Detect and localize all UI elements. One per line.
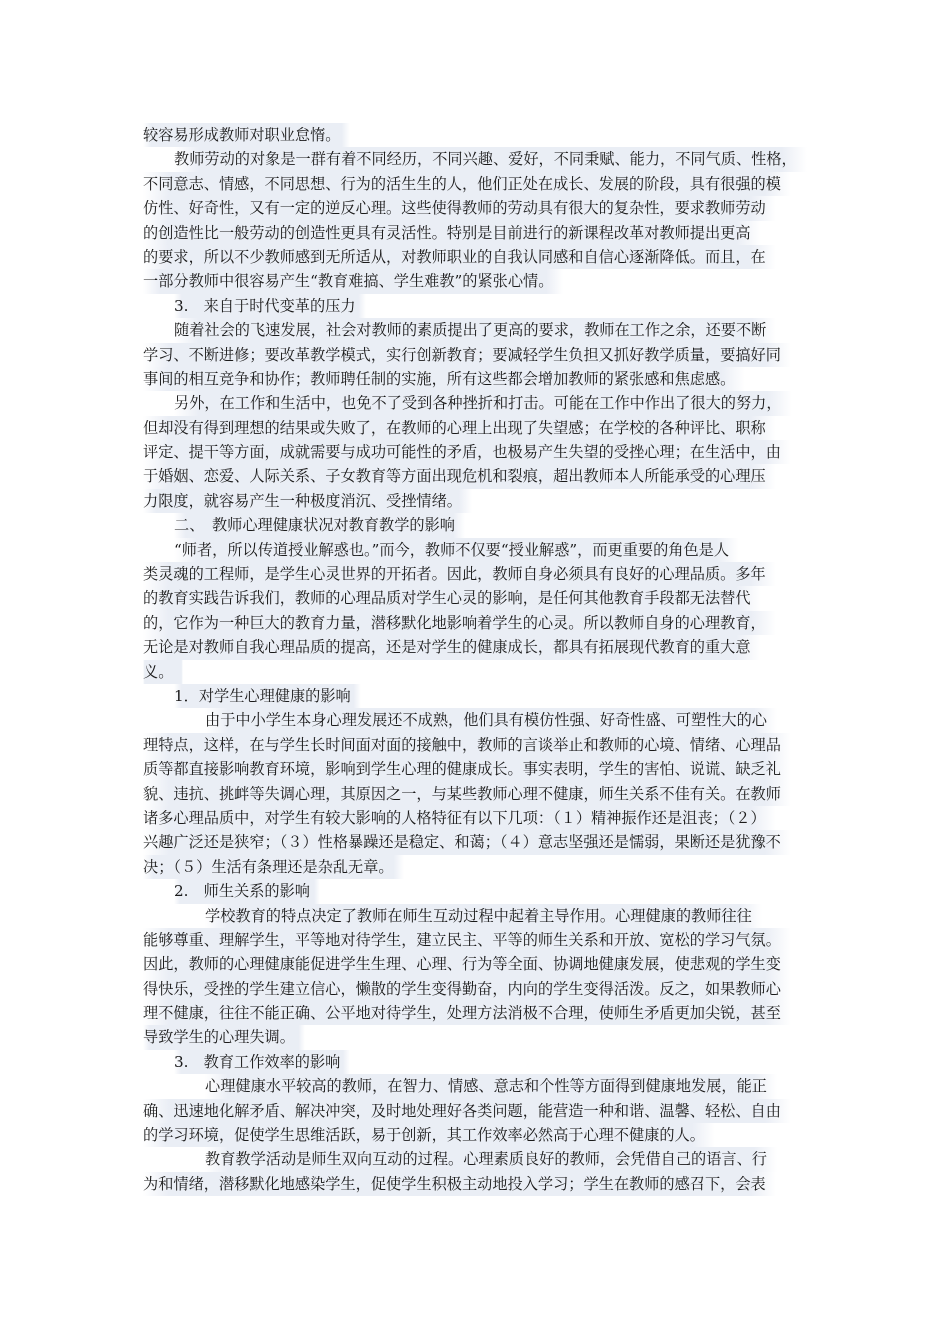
text-line: 的学习环境，促使学生思维活跃，易于创新，其工作效率必然高于心理不健康的人。 xyxy=(143,1123,823,1147)
text-line: 学校教育的特点决定了教师在师生互动过程中起着主导作用。心理健康的教师往往 xyxy=(143,904,823,928)
text-line: 随着社会的飞速发展，社会对教师的素质提出了更高的要求，教师在工作之余，还要不断 xyxy=(143,318,823,342)
paragraph xyxy=(143,123,823,147)
text-line: 心理健康水平较高的教师，在智力、情感、意志和个性等方面得到健康地发展，能正 xyxy=(143,1074,823,1098)
paragraph xyxy=(143,1074,823,1147)
text-line: 仿性、好奇性，又有一定的逆反心理。这些使得教师的劳动具有很大的复杂性，要求教师劳动 xyxy=(143,196,823,220)
text-line: 的创造性比一般劳动的创造性更具有灵活性。特别是目前进行的新课程改革对教师提出更高 xyxy=(143,221,823,245)
paragraph xyxy=(143,708,823,879)
text-line: 另外，在工作和生活中，也免不了受到各种挫折和打击。可能在工作中作出了很大的努力， xyxy=(143,391,823,415)
text-line: 由于中小学生本身心理发展还不成熟，他们具有模仿性强、好奇性盛、可塑性大的心 xyxy=(143,708,823,732)
paragraph xyxy=(143,391,823,513)
section-heading xyxy=(143,294,823,318)
paragraph xyxy=(143,318,823,391)
text-line: 二、 教师心理健康状况对教育教学的影响 xyxy=(143,513,823,537)
text-line: 得快乐，受挫的学生建立信心，懒散的学生变得勤奋，内向的学生变得活泼。反之，如果教师心 xyxy=(143,977,823,1001)
paragraph xyxy=(143,147,823,293)
section-heading xyxy=(143,513,823,537)
text-line: 理特点，这样，在与学生长时间面对面的接触中，教师的言谈举止和教师的心境、情绪、心理品 xyxy=(143,733,823,757)
text-line: 质等都直接影响教育环境，影响到学生心理的健康成长。事实表明，学生的害怕、说谎、缺乏礼 xyxy=(143,757,823,781)
text-line: 事间的相互竞争和协作；教师聘任制的实施，所有这些都会增加教师的紧张感和焦虑感。 xyxy=(143,367,823,391)
text-line: 决；（５）生活有条理还是杂乱无章。 xyxy=(143,855,823,879)
text-line: 1．对学生心理健康的影响 xyxy=(143,684,823,708)
text-line: 理不健康，往往不能正确、公平地对待学生，处理方法消极不合理，使师生矛盾更加尖锐，甚至 xyxy=(143,1001,823,1025)
text-line: 义。 xyxy=(143,660,823,684)
text-line: 能够尊重、理解学生，平等地对待学生，建立民主、平等的师生关系和开放、宽松的学习气氛。 xyxy=(143,928,823,952)
text-line: 学习、不断进修；要改革教学模式，实行创新教育；要减轻学生负担又抓好教学质量，要搞好同 xyxy=(143,343,823,367)
text-line: 2. 师生关系的影响 xyxy=(143,879,823,903)
text-line: 因此，教师的心理健康能促进学生生理、心理、行为等全面、协调地健康发展，使悲观的学生变 xyxy=(143,952,823,976)
paragraph xyxy=(143,904,823,1050)
document-page xyxy=(143,123,823,1196)
text-line: 无论是对教师自我心理品质的提高，还是对学生的健康成长，都具有拓展现代教育的重大意 xyxy=(143,635,823,659)
text-line: 的要求，所以不少教师感到无所适从，对教师职业的自我认同感和自信心逐渐降低。而且，在 xyxy=(143,245,823,269)
text-line: 兴趣广泛还是狭窄；（３）性格暴躁还是稳定、和蔼；（４）意志坚强还是懦弱，果断还是犹豫不 xyxy=(143,830,823,854)
text-line: 但却没有得到理想的结果或失败了，在教师的心理上出现了失望感；在学校的各种评比、职称 xyxy=(143,416,823,440)
text-line: 教育教学活动是师生双向互动的过程。心理素质良好的教师，会凭借自己的语言、行 xyxy=(143,1147,823,1171)
text-line: 教师劳动的对象是一群有着不同经历，不同兴趣、爱好，不同秉赋、能力，不同气质、性格， xyxy=(143,147,823,171)
section-heading xyxy=(143,879,823,903)
text-line: 力限度，就容易产生一种极度消沉、受挫情绪。 xyxy=(143,489,823,513)
text-line: “师者，所以传道授业解惑也。”而今，教师不仅要“授业解惑”，而更重要的角色是人 xyxy=(143,538,823,562)
text-line: 貌、违抗、挑衅等失调心理，其原因之一，与某些教师心理不健康，师生关系不佳有关。在教师 xyxy=(143,782,823,806)
paragraph xyxy=(143,538,823,684)
text-line: 为和情绪，潜移默化地感染学生，促使学生积极主动地投入学习；学生在教师的感召下，会表 xyxy=(143,1172,823,1196)
text-line: 不同意志、情感，不同思想、行为的活生生的人，他们正处在成长、发展的阶段，具有很强的模 xyxy=(143,172,823,196)
text-line: 较容易形成教师对职业怠惰。 xyxy=(143,123,823,147)
text-line: 的，它作为一种巨大的教育力量，潜移默化地影响着学生的心灵。所以教师自身的心理教育， xyxy=(143,611,823,635)
text-line: 3. 来自于时代变革的压力 xyxy=(143,294,823,318)
text-line: 类灵魂的工程师，是学生心灵世界的开拓者。因此，教师自身必须具有良好的心理品质。多年 xyxy=(143,562,823,586)
section-heading xyxy=(143,684,823,708)
text-line: 3. 教育工作效率的影响 xyxy=(143,1050,823,1074)
text-line: 导致学生的心理失调。 xyxy=(143,1025,823,1049)
text-line: 诸多心理品质中，对学生有较大影响的人格特征有以下几项：（１）精神振作还是沮丧；（２） xyxy=(143,806,823,830)
text-line: 于婚姻、恋爱、人际关系、子女教育等方面出现危机和裂痕，超出教师本人所能承受的心理压 xyxy=(143,464,823,488)
text-line: 一部分教师中很容易产生“教育难搞、学生难教”的紧张心情。 xyxy=(143,269,823,293)
text-line: 的教育实践告诉我们，教师的心理品质对学生心灵的影响，是任何其他教育手段都无法替代 xyxy=(143,586,823,610)
text-line: 评定、提干等方面，成就需要与成功可能性的矛盾，也极易产生失望的受挫心理；在生活中，由 xyxy=(143,440,823,464)
text-line: 确、迅速地化解矛盾、解决冲突，及时地处理好各类问题，能营造一种和谐、温馨、轻松、自由 xyxy=(143,1099,823,1123)
paragraph xyxy=(143,1147,823,1196)
section-heading xyxy=(143,1050,823,1074)
